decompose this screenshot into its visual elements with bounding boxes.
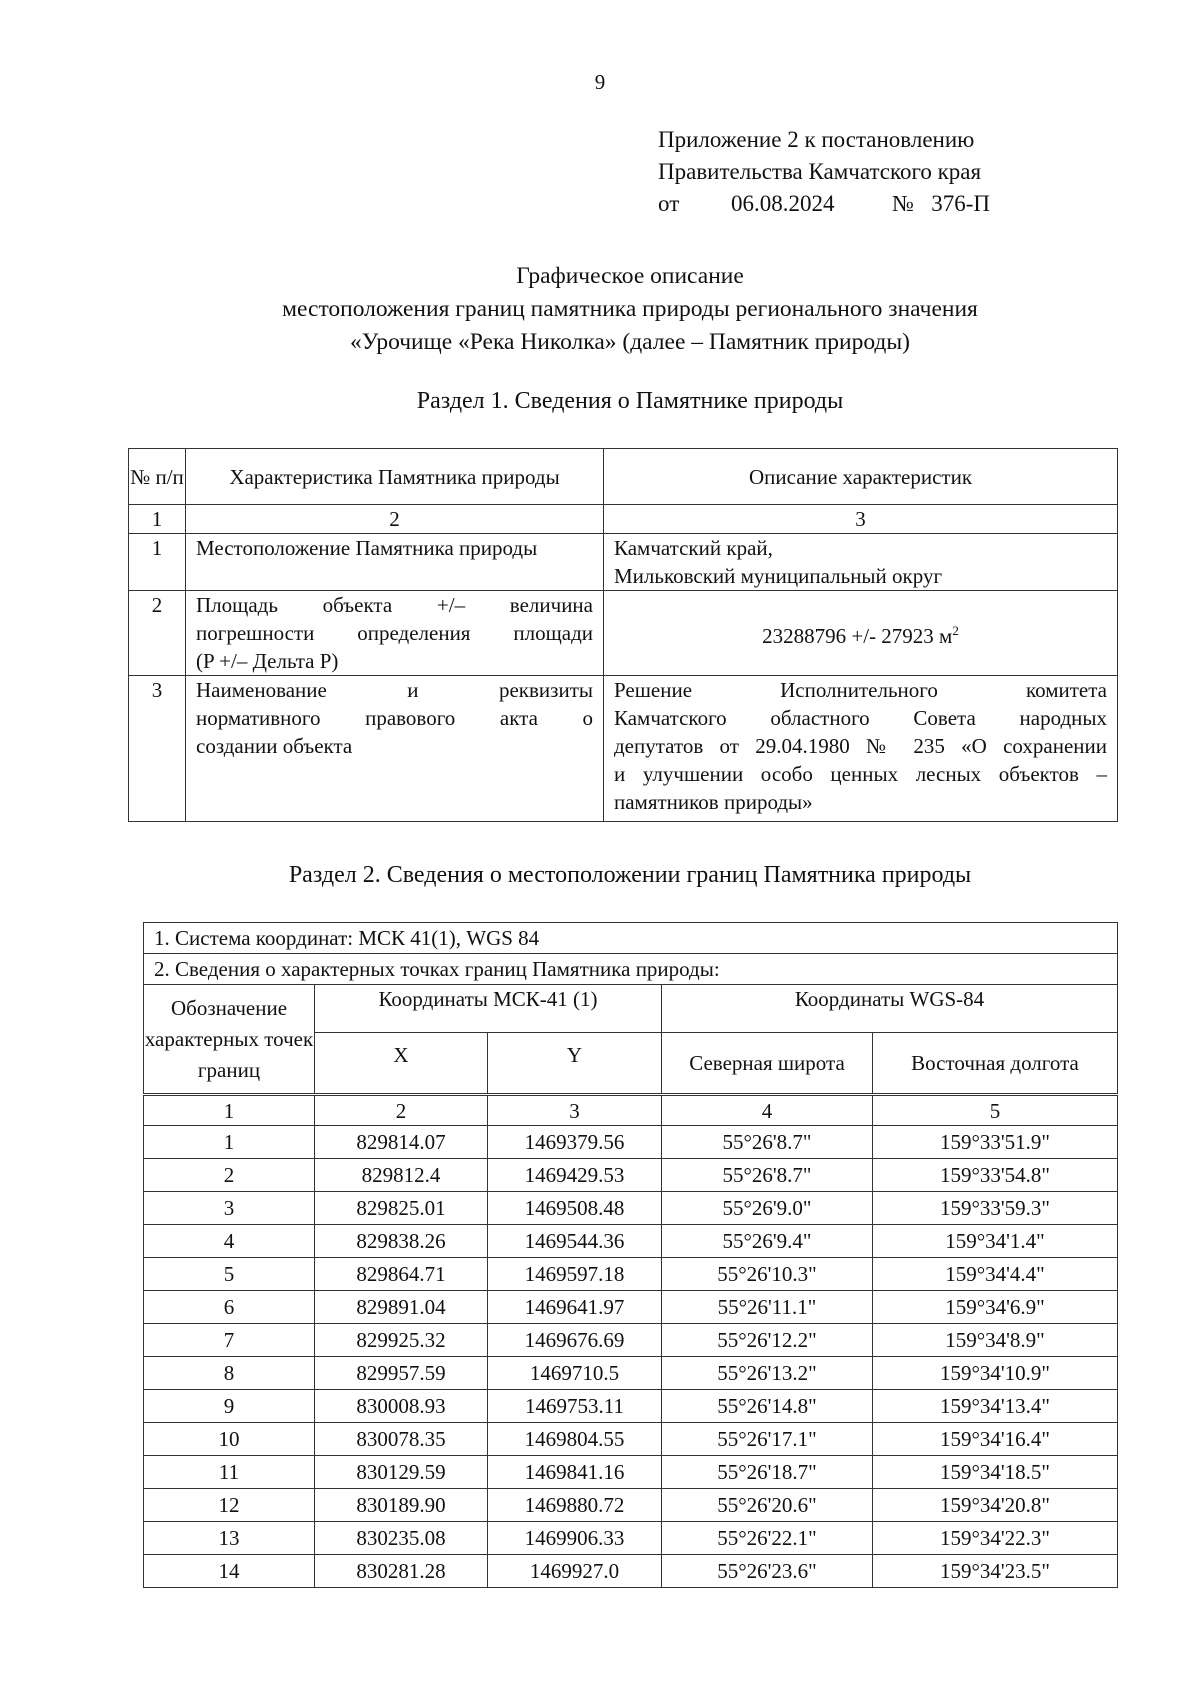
point-x: 829891.04 [315,1291,488,1324]
row2-char-line-3: (P +/– Дельта P) [196,649,339,673]
appendix-header [658,124,990,220]
section1-table [128,448,1118,822]
row3-num: 3 [129,676,186,822]
point-longitude: 159°34'6.9" [873,1291,1118,1324]
table-row [144,1423,1118,1456]
point-id: 3 [144,1192,315,1225]
colnum-1: 1 [144,1095,315,1126]
document-title [0,260,1200,359]
point-y: 1469710.5 [488,1357,662,1390]
header-x: X [315,1033,488,1095]
point-latitude: 55°26'18.7" [662,1456,873,1489]
point-id: 2 [144,1159,315,1192]
point-longitude: 159°34'4.4" [873,1258,1118,1291]
point-y: 1469906.33 [488,1522,662,1555]
point-x: 829825.01 [315,1192,488,1225]
point-longitude: 159°33'51.9" [873,1126,1118,1159]
point-longitude: 159°34'20.8" [873,1489,1118,1522]
header-designation: Обозначение характерных точек границ [144,985,315,1095]
row1-description-line-1: Камчатский край, [614,536,773,560]
header-y: Y [488,1033,662,1095]
colnum-4: 4 [662,1095,873,1126]
row2-char-line-2: погрешности определения площади [196,621,593,645]
header-num-text: № п/п [130,464,184,489]
point-longitude: 159°34'8.9" [873,1324,1118,1357]
section1-header-row [129,449,1118,505]
point-id: 12 [144,1489,315,1522]
row1-num: 1 [129,534,186,591]
title-line-3: «Урочище «Река Николка» (далее – Памятник природы) [350,329,910,355]
table-row [144,1357,1118,1390]
point-x: 829864.71 [315,1258,488,1291]
row1-characteristic: Местоположение Памятника природы [186,534,604,591]
point-id: 11 [144,1456,315,1489]
point-latitude: 55°26'8.7" [662,1159,873,1192]
point-y: 1469927.0 [488,1555,662,1588]
table-row [144,1258,1118,1291]
point-longitude: 159°33'54.8" [873,1159,1118,1192]
point-id: 10 [144,1423,315,1456]
point-y: 1469676.69 [488,1324,662,1357]
header-msk: Координаты МСК-41 (1) [315,985,662,1033]
point-x: 830129.59 [315,1456,488,1489]
point-id: 5 [144,1258,315,1291]
point-y: 1469841.16 [488,1456,662,1489]
point-latitude: 55°26'9.0" [662,1192,873,1225]
colnum-2: 2 [315,1095,488,1126]
appendix-number: 376-П [931,191,990,216]
point-id: 6 [144,1291,315,1324]
points-table-body [144,1126,1118,1588]
point-y: 1469880.72 [488,1489,662,1522]
point-x: 829814.07 [315,1126,488,1159]
point-longitude: 159°34'18.5" [873,1456,1118,1489]
title-line-1: Графическое описание [516,263,744,289]
table-row [144,1390,1118,1423]
point-longitude: 159°33'59.3" [873,1192,1118,1225]
point-y: 1469597.18 [488,1258,662,1291]
point-longitude: 159°34'13.4" [873,1390,1118,1423]
table-row [144,1555,1118,1588]
row3-desc-line-3: депутатов от 29.04.1980 № 235 «О сохранении [614,734,1107,758]
point-latitude: 55°26'10.3" [662,1258,873,1291]
title-line-2: местоположения границ памятника природы регионального значения [282,296,978,322]
point-longitude: 159°34'1.4" [873,1225,1118,1258]
appendix-date-row [658,188,990,220]
row1-description [604,534,1118,591]
point-y: 1469804.55 [488,1423,662,1456]
point-latitude: 55°26'22.1" [662,1522,873,1555]
point-id: 4 [144,1225,315,1258]
table-row [144,1126,1118,1159]
point-y: 1469429.53 [488,1159,662,1192]
row2-char-line-1: Площадь объекта +/– величина [196,593,593,617]
section1-row-2 [129,591,1118,676]
appendix-line-1: Приложение 2 к постановлению [658,127,975,152]
points-caption-line: 2. Сведения о характерных точках границ Памятника природы: [144,954,1118,985]
coordinate-system-line: 1. Система координат: МСК 41(1), WGS 84 [144,923,1118,954]
header-description: Описание характеристик [604,449,1118,505]
point-y: 1469544.36 [488,1225,662,1258]
table-row [144,1291,1118,1324]
row2-num: 2 [129,591,186,676]
row1-description-line-2: Мильковский муниципальный округ [614,564,943,588]
point-latitude: 55°26'12.2" [662,1324,873,1357]
row3-char-line-3: создании объекта [196,734,353,758]
table-row [144,1192,1118,1225]
point-x: 829925.32 [315,1324,488,1357]
point-latitude: 55°26'14.8" [662,1390,873,1423]
section2-heading: Раздел 2. Сведения о местоположении границ Памятника природы [288,862,972,888]
header-num [129,449,186,505]
point-id: 9 [144,1390,315,1423]
section1-heading: Раздел 1. Сведения о Памятнике природы [416,388,844,414]
row3-desc-line-5: памятников природы» [614,790,813,814]
point-latitude: 55°26'13.2" [662,1357,873,1390]
table-row [144,1522,1118,1555]
appendix-number-sign: № [892,191,914,216]
point-id: 1 [144,1126,315,1159]
coordinates-header-row [144,985,1118,1033]
colnum-5: 5 [873,1095,1118,1126]
point-x: 829957.59 [315,1357,488,1390]
point-id: 7 [144,1324,315,1357]
row3-desc-line-1: Решение Исполнительного комитета [614,678,1107,702]
row3-desc-line-2: Камчатского областного Совета народных [614,706,1107,730]
appendix-line-2: Правительства Камчатского края [658,159,982,184]
point-id: 13 [144,1522,315,1555]
point-latitude: 55°26'9.4" [662,1225,873,1258]
row3-char-line-2: нормативного правового акта о [196,706,593,730]
point-x: 830078.35 [315,1423,488,1456]
header-east-longitude: Восточная долгота [873,1033,1118,1095]
table-row [144,1159,1118,1192]
colnum-3: 3 [488,1095,662,1126]
area-value: 23288796 +/- 27923 м [762,623,953,648]
point-longitude: 159°34'16.4" [873,1423,1118,1456]
point-latitude: 55°26'20.6" [662,1489,873,1522]
row2-characteristic [186,591,604,676]
point-x: 829812.4 [315,1159,488,1192]
point-latitude: 55°26'8.7" [662,1126,873,1159]
table-row [144,1489,1118,1522]
point-x: 830235.08 [315,1522,488,1555]
point-x: 830281.28 [315,1555,488,1588]
point-x: 829838.26 [315,1225,488,1258]
section1-row-1 [129,534,1118,591]
point-id: 8 [144,1357,315,1390]
section1-colnum-row [129,505,1118,534]
table-row [144,1225,1118,1258]
coordinates-colnum-row [144,1095,1118,1126]
colnum-3: 3 [604,505,1118,534]
coordinate-system-row [144,923,1118,954]
colnum-1: 1 [129,505,186,534]
point-x: 830008.93 [315,1390,488,1423]
row3-desc-line-4: и улучшении особо ценных лесных объектов – [614,762,1107,786]
header-wgs: Координаты WGS-84 [662,985,1118,1033]
header-characteristic: Характеристика Памятника природы [186,449,604,505]
points-caption-row [144,954,1118,985]
point-latitude: 55°26'11.1" [662,1291,873,1324]
point-y: 1469508.48 [488,1192,662,1225]
row3-characteristic [186,676,604,822]
point-longitude: 159°34'22.3" [873,1522,1118,1555]
point-x: 830189.90 [315,1489,488,1522]
appendix-from-label: от [658,191,680,216]
point-id: 14 [144,1555,315,1588]
colnum-2: 2 [186,505,604,534]
point-y: 1469641.97 [488,1291,662,1324]
point-y: 1469379.56 [488,1126,662,1159]
row3-char-line-1: Наименование и реквизиты [196,678,593,702]
point-longitude: 159°34'10.9" [873,1357,1118,1390]
row2-area [604,591,1118,676]
page-number: 9 [594,70,606,94]
point-longitude: 159°34'23.5" [873,1555,1118,1588]
row3-description [604,676,1118,822]
table-row [144,1324,1118,1357]
point-latitude: 55°26'23.6" [662,1555,873,1588]
point-y: 1469753.11 [488,1390,662,1423]
section1-row-3 [129,676,1118,822]
point-latitude: 55°26'17.1" [662,1423,873,1456]
area-unit-superscript: 2 [952,622,959,638]
header-north-latitude: Северная широта [662,1033,873,1095]
appendix-date: 06.08.2024 [731,191,835,216]
table-row [144,1456,1118,1489]
section2-table [143,922,1118,1588]
